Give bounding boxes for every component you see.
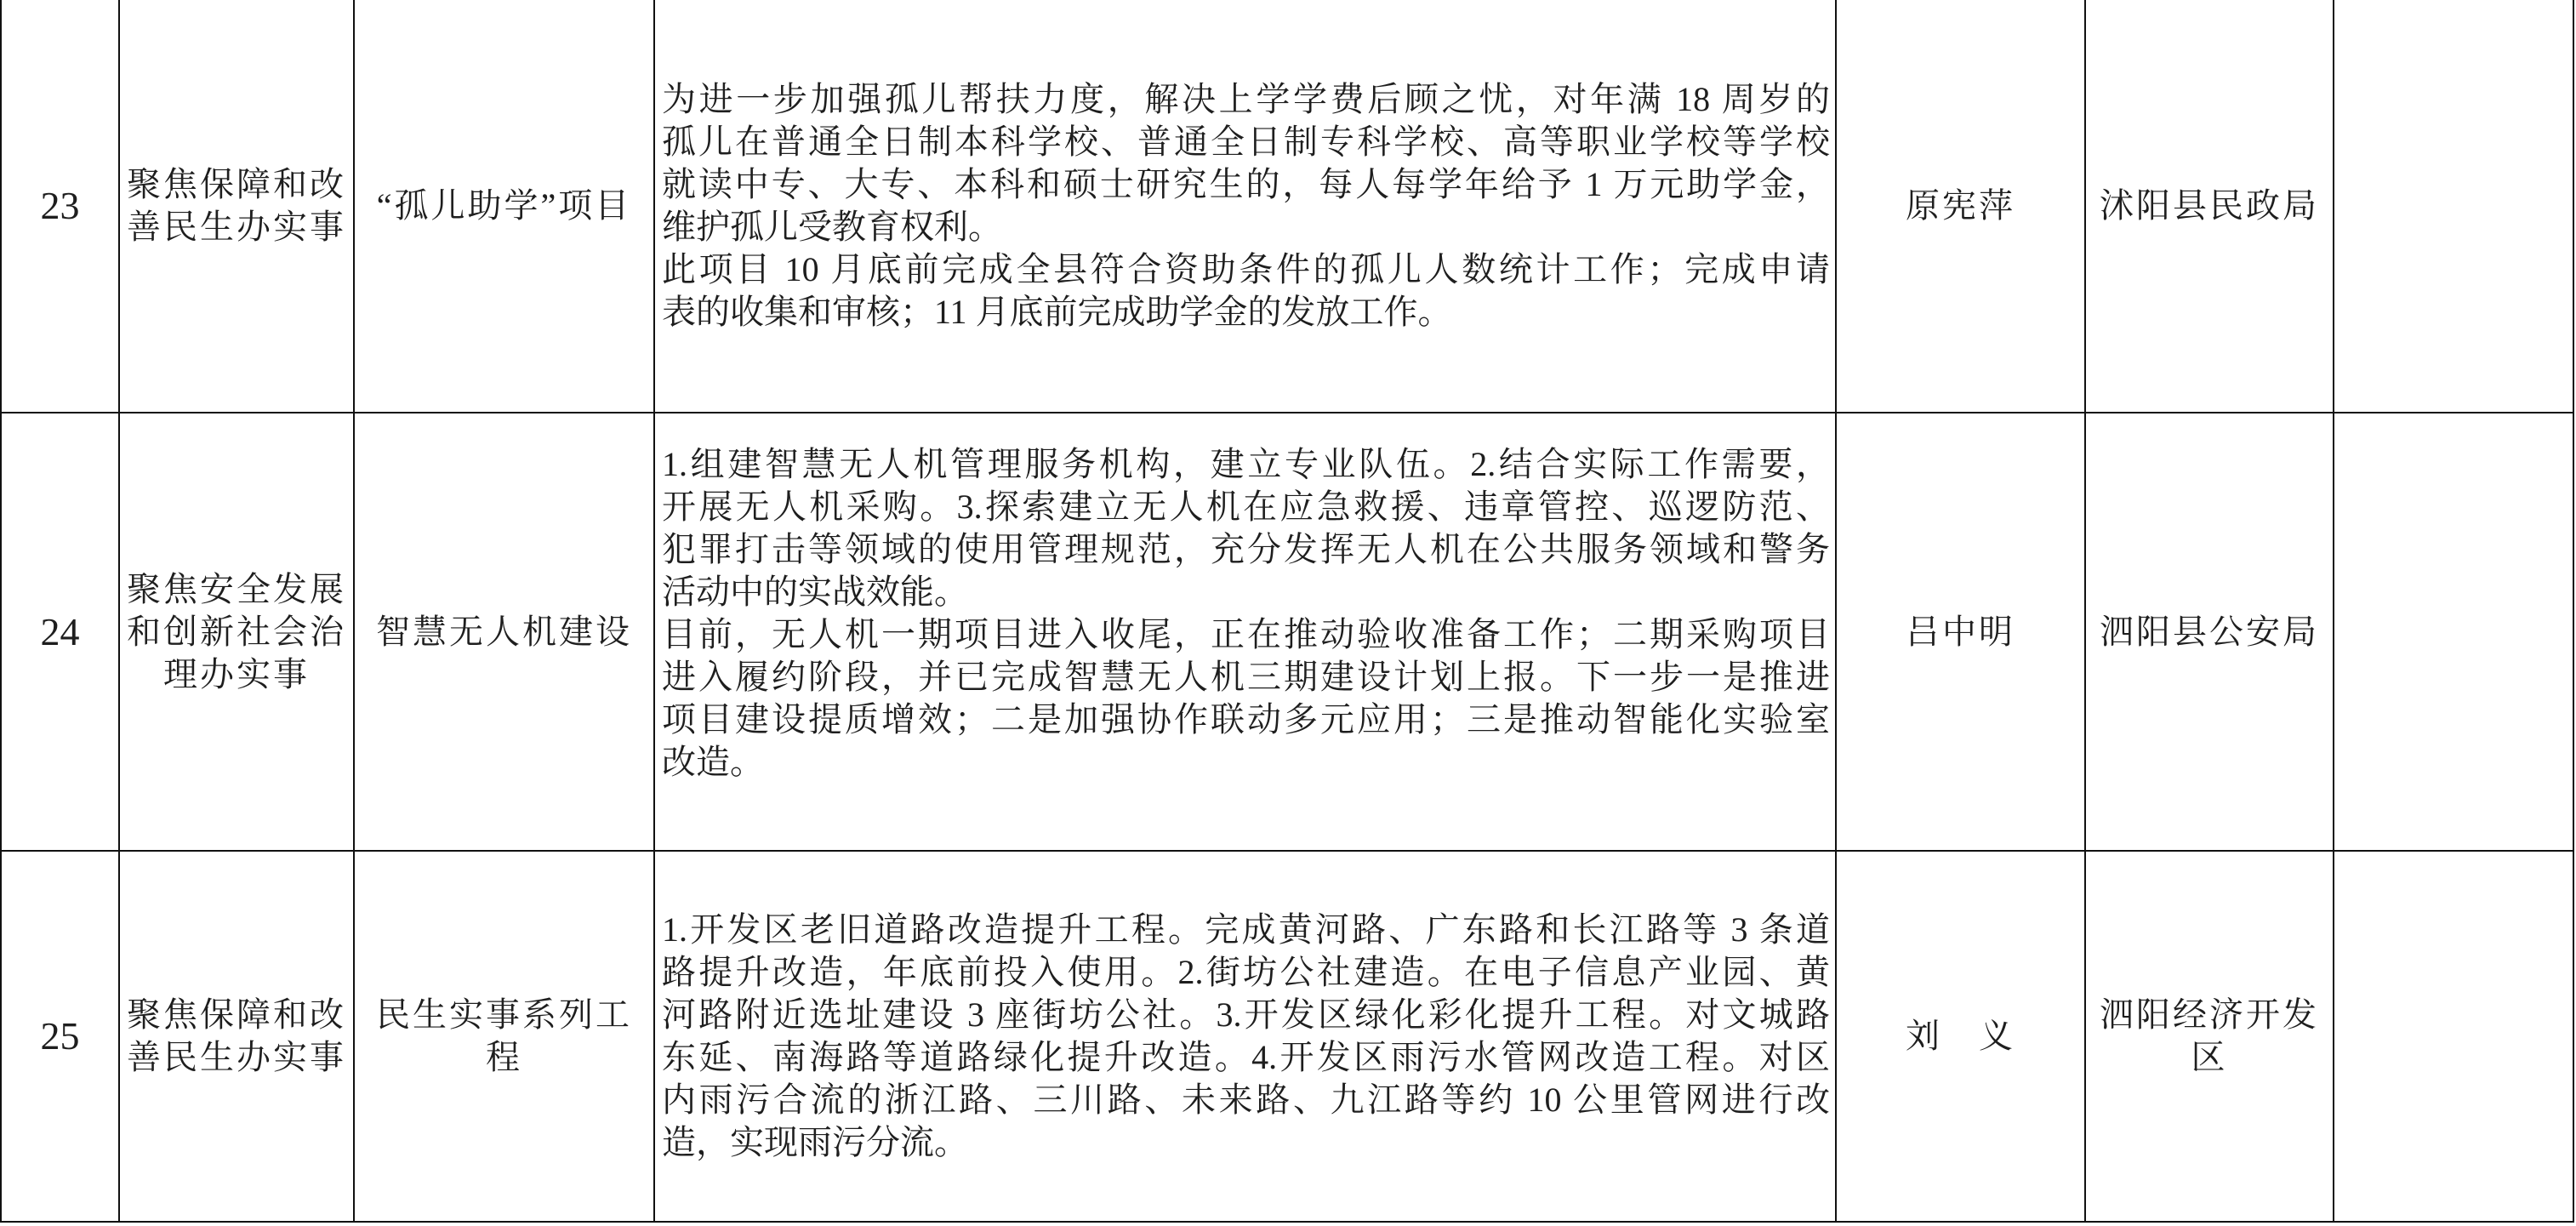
responsible-leader: 刘 义	[1906, 1017, 2015, 1055]
responsible-unit-cell	[2086, 0, 2334, 413]
description-paragraph	[662, 78, 1830, 248]
description-line: 目前，无人机一期项目进入收尾，正在推动验收准备工作；二期采购项目	[662, 614, 1830, 653]
project-description-cell	[655, 0, 1837, 413]
remarks-cell	[2334, 852, 2574, 1223]
description-line: 项目建设提质增效；二是加强协作联动多元应用；三是推动智能化实验室	[662, 699, 1830, 738]
project-name-cell	[355, 0, 655, 413]
responsible-leader-cell	[1837, 0, 2086, 413]
focus-area-cell	[120, 0, 355, 413]
description-line: 为进一步加强孤儿帮扶力度，解决上学学费后顾之忧，对年满 18 周岁的	[662, 80, 1830, 118]
project-name: “孤儿助学”项目	[376, 186, 632, 225]
focus-area: 聚焦安全发展和创新社会治理办实事	[127, 569, 346, 693]
project-description	[662, 78, 1830, 334]
responsible-leader: 原宪萍	[1906, 186, 2015, 225]
responsible-leader-cell	[1837, 413, 2086, 852]
responsible-leader: 吕中明	[1906, 612, 2015, 651]
responsible-unit: 泗阳县公安局	[2100, 612, 2319, 651]
focus-area: 聚焦保障和改善民生办实事	[127, 165, 346, 246]
project-name: 智慧无人机建设	[376, 612, 632, 651]
project-name-cell	[355, 413, 655, 852]
project-description	[662, 909, 1830, 1164]
description-line: 造，实现雨污分流。	[662, 1123, 968, 1161]
row-number: 25	[40, 1014, 80, 1058]
description-paragraph	[662, 613, 1830, 784]
row-number-cell	[0, 0, 120, 413]
description-line: 1.开发区老旧道路改造提升工程。完成黄河路、广东路和长江路等 3 条道	[662, 910, 1830, 949]
description-line: 开展无人机采购。3.探索建立无人机在应急救援、违章管控、巡逻防范、	[662, 487, 1830, 526]
focus-area-cell	[120, 852, 355, 1223]
description-paragraph	[662, 248, 1830, 334]
responsible-unit-cell	[2086, 413, 2334, 852]
row-number: 23	[40, 184, 80, 227]
description-line: 维护孤儿受教育权利。	[662, 208, 1002, 246]
responsible-unit: 泗阳经济开发区	[2100, 995, 2319, 1076]
description-paragraph	[662, 443, 1830, 613]
project-description-cell	[655, 852, 1837, 1223]
description-paragraph	[662, 909, 1830, 1164]
description-line: 就读中专、大专、本科和硕士研究生的，每人每学年给予 1 万元助学金，	[662, 165, 1830, 203]
responsible-unit-cell	[2086, 852, 2334, 1223]
description-line: 内雨污合流的浙江路、三川路、未来路、九江路等约 10 公里管网进行改	[662, 1081, 1830, 1119]
project-description-cell	[655, 413, 1837, 852]
row-number-cell	[0, 413, 120, 852]
description-line: 犯罪打击等领域的使用管理规范，充分发挥无人机在公共服务领域和警务	[662, 529, 1830, 568]
description-line: 孤儿在普通全日制本科学校、普通全日制专科学校、高等职业学校等学校	[662, 123, 1830, 161]
description-line: 改造。	[662, 742, 764, 781]
description-line: 1.组建智慧无人机管理服务机构，建立专业队伍。2.结合实际工作需要，	[662, 444, 1830, 483]
responsible-unit: 沭阳县民政局	[2100, 186, 2319, 225]
description-line: 表的收集和审核；11 月底前完成助学金的发放工作。	[662, 293, 1452, 331]
description-line: 东延、南海路等道路绿化提升改造。4.开发区雨污水管网改造工程。对区	[662, 1038, 1830, 1076]
description-line: 河路附近选址建设 3 座街坊公社。3.开发区绿化彩化提升工程。对文城路	[662, 995, 1830, 1034]
responsible-leader-cell	[1837, 852, 2086, 1223]
description-line: 此项目 10 月底前完成全县符合资助条件的孤儿人数统计工作；完成申请	[662, 250, 1830, 288]
row-number-cell	[0, 852, 120, 1223]
remarks-cell	[2334, 413, 2574, 852]
remarks-cell	[2334, 0, 2574, 413]
row-number: 24	[40, 609, 80, 653]
description-line: 活动中的实战效能。	[662, 572, 968, 611]
focus-area: 聚焦保障和改善民生办实事	[127, 995, 346, 1076]
project-name-cell	[355, 852, 655, 1223]
project-name: 民生实事系列工程	[376, 995, 632, 1076]
description-line: 进入履约阶段，并已完成智慧无人机三期建设计划上报。下一步一是推进	[662, 657, 1830, 696]
description-line: 路提升改造，年底前投入使用。2.街坊公社建造。在电子信息产业园、黄	[662, 953, 1830, 991]
focus-area-cell	[120, 413, 355, 852]
project-description	[662, 443, 1830, 784]
